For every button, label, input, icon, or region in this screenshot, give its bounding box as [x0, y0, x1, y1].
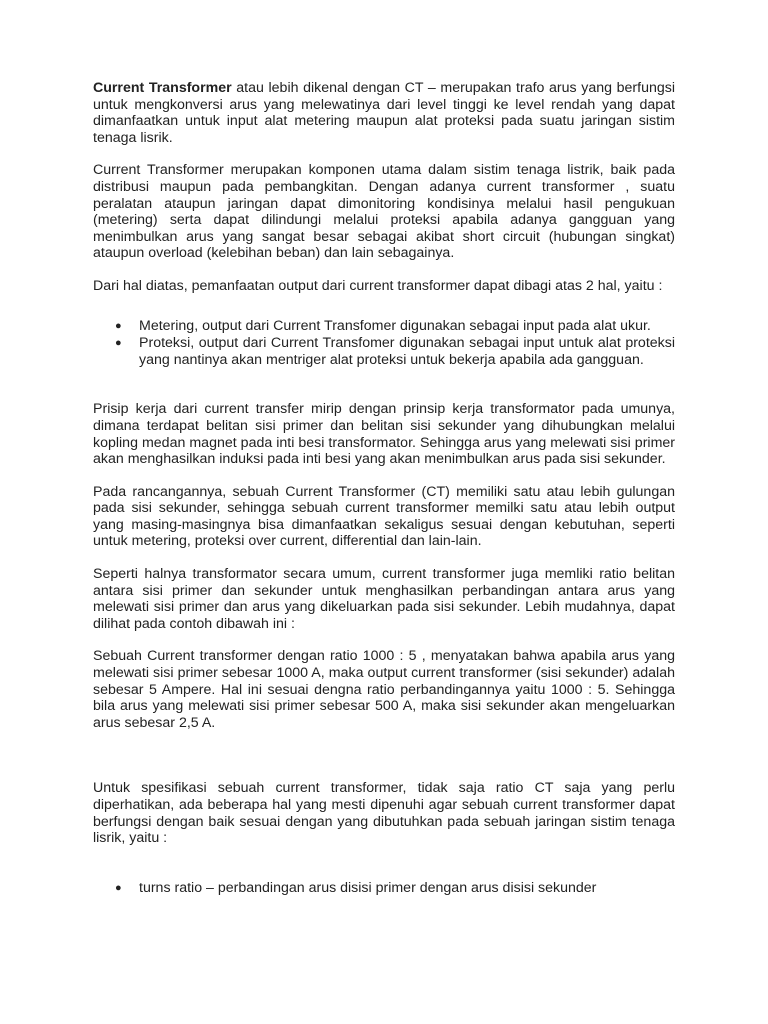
list-item [93, 335, 675, 368]
list-item [93, 318, 675, 335]
paragraph-principle: Prisip kerja dari current transfer mirip dengan prinsip kerja transformator pada umunya, dimana terdapat belitan sisi primer dan belitan sisi sekunder yang dihubungkan melalui kopling medan magnet pada inti besi transformator. Sehingga arus yang melewati sisi primer akan menghasilkan induksi pada inti besi yang akan menimbulkan arus pada sisi sekunder. [93, 401, 675, 468]
bullet-icon: ● [115, 319, 122, 332]
document-page [93, 80, 675, 897]
term-current-transformer: Current Transformer [93, 80, 232, 96]
bullet-icon: ● [115, 881, 122, 894]
paragraph-usage: Dari hal diatas, pemanfaatan output dari current transformer dapat dibagi atas 2 hal, yaitu : [93, 277, 663, 294]
list-item [93, 880, 675, 897]
list-item-text: Metering, output dari Current Transfomer digunakan sebagai input pada alat ukur. [139, 317, 651, 334]
paragraph-specification: Untuk spesifikasi sebuah current transformer, tidak saja ratio CT saja yang perlu diperhatikan, ada beberapa hal yang mesti dipenuhi agar sebuah current transformer dapat berfungsi dengan baik sesuai dengan yang dibutuhkan pada sebuah jaringan sistim tenaga lisrik, yaitu : [93, 780, 675, 847]
usage-list [93, 318, 675, 369]
paragraph-intro [93, 80, 675, 146]
intro-text: atau lebih dikenal dengan CT – merupakan trafo arus yang berfungsi untuk mengkonversi arus yang melewatinya dari level tinggi ke level rendah yang dapat dimanfaatkan untuk input alat metering maupun alat proteksi pada suatu jaringan sistim tenaga lisrik. [93, 80, 675, 146]
list-item-text: Proteksi, output dari Current Transfomer digunakan sebagai input untuk alat proteksi yang nantinya akan mentriger alat proteksi untuk bekerja apabila ada gangguan. [139, 335, 675, 368]
paragraph-design: Pada rancangannya, sebuah Current Transformer (CT) memiliki satu atau lebih gulungan pada sisi sekunder, sehingga sebuah current transformer memilki satu atau lebih output yang masing-masingnya bisa dimanfaatkan sekaligus sesuai dengan kebutuhan, seperti untuk metering, proteksi over current, differential dan lain-lain. [93, 483, 675, 550]
bullet-icon: ● [115, 337, 122, 350]
paragraph-components: Current Transformer merupakan komponen utama dalam sistim tenaga listrik, baik pada distribusi maupun pada pembangkitan. Dengan adanya current transformer , suatu peralatan ataupun jaringan dapat dimonitoring kondisinya melalui hasil pengukuan (metering) serta dapat dilindungi melalui proteksi apabila adanya gangguan yang menimbulkan arus yang sangat besar sebagai akibat short circuit (hubungan singkat) ataupun overload (kelebihan beban) dan lain sebagainya. [93, 162, 675, 262]
list-item-text: turns ratio – perbandingan arus disisi primer dengan arus disisi sekunder [139, 879, 597, 896]
specification-list [93, 880, 675, 897]
paragraph-ratio: Seperti halnya transformator secara umum, current transformer juga memliki ratio belitan antara sisi primer dan sekunder untuk menghasilkan perbandingan antara arus yang melewati sisi primer dan arus yang dikeluarkan pada sisi sekunder. Lebih mudahnya, dapat dilihat pada contoh dibawah ini : [93, 566, 675, 632]
paragraph-example: Sebuah Current transformer dengan ratio 1000 : 5 , menyatakan bahwa apabila arus yang melewati sisi primer sebesar 1000 A, maka output current transformer (sisi sekunder) adalah sebesar 5 Ampere. Hal ini sesuai dengna ratio perbandingannya yaitu 1000 : 5. Sehingga bila arus yang melewati sisi primer sebesar 500 A, maka sisi sekunder akan mengeluarkan arus sebesar 2,5 A. [93, 648, 675, 731]
